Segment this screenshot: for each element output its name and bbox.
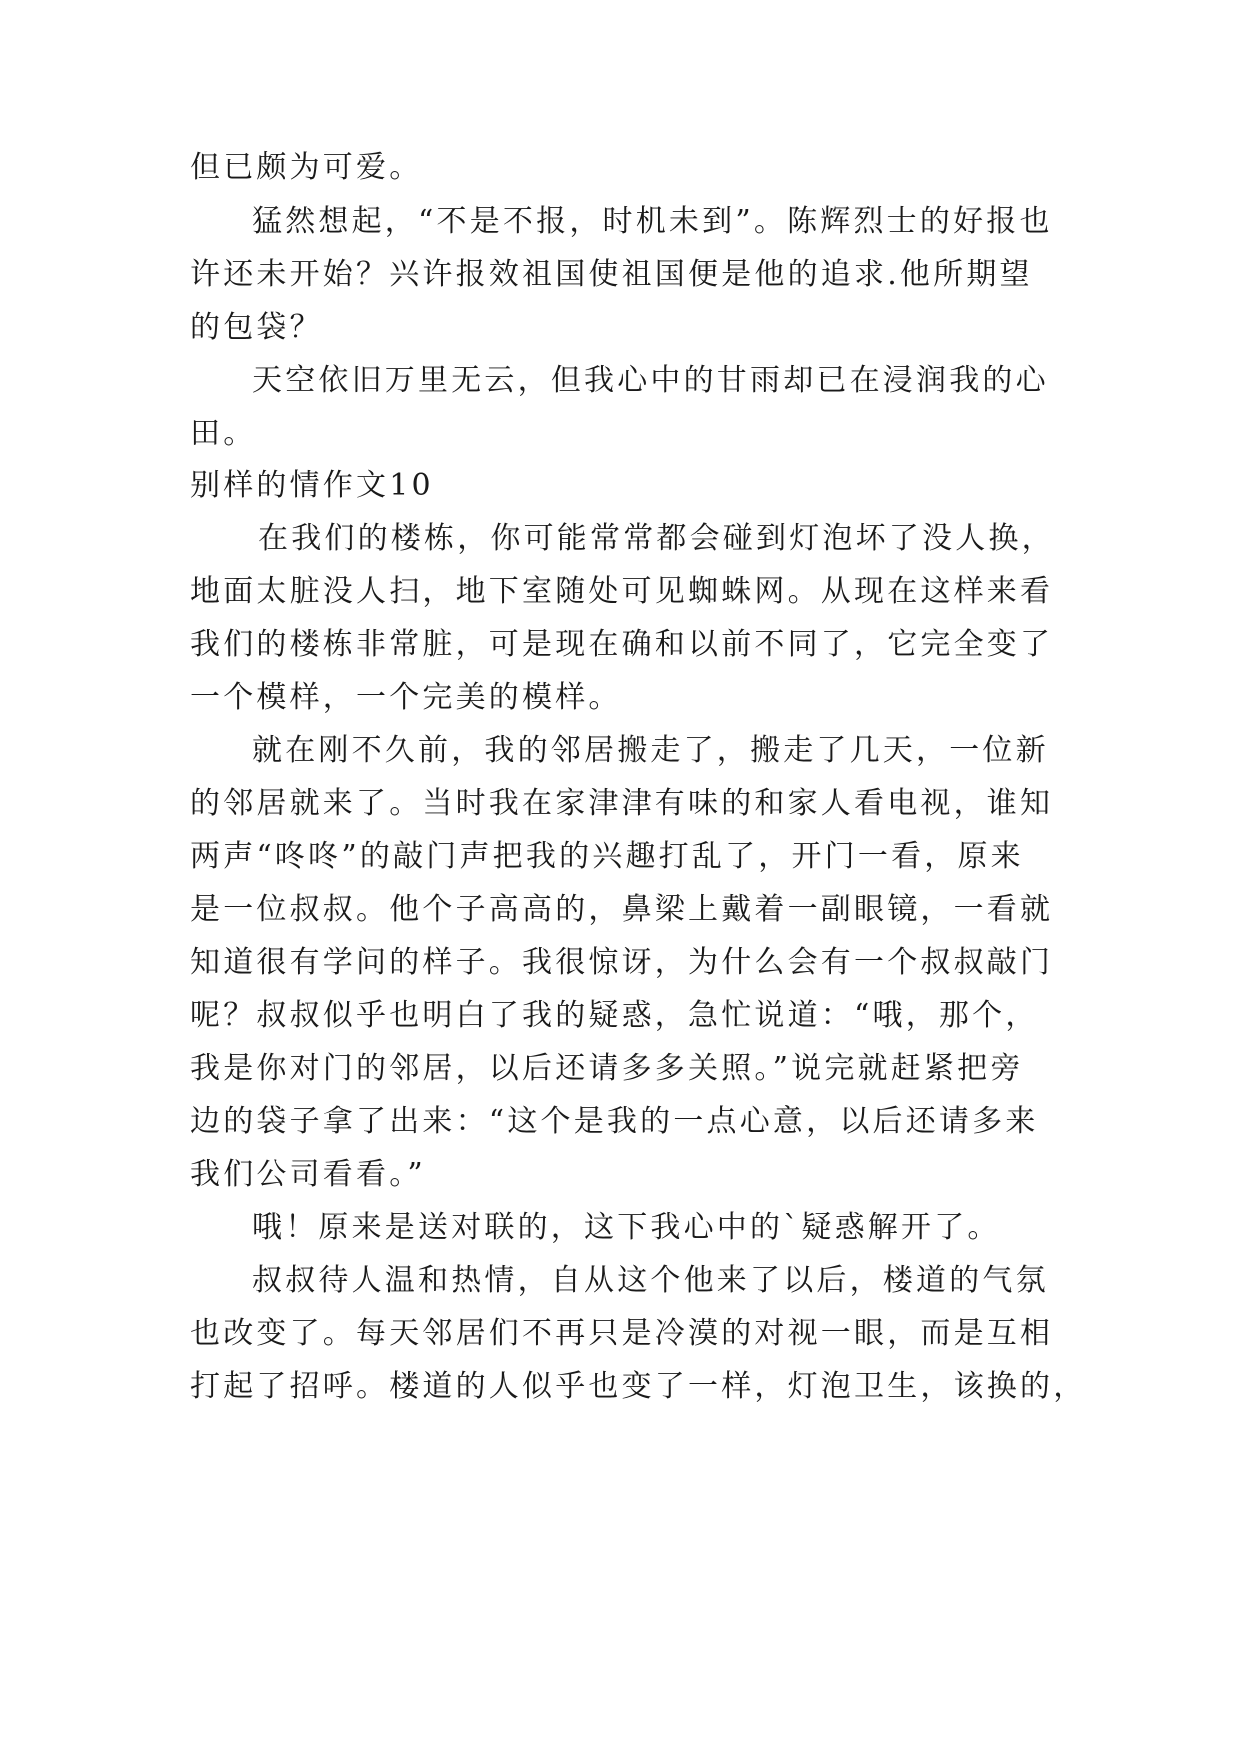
- text-line: 一个模样，一个完美的模样。: [190, 680, 622, 715]
- text-line: 猛然想起，“不是不报，时机未到”。陈辉烈士的好报也: [252, 204, 1053, 239]
- text-line: 呢？叔叔似乎也明白了我的疑惑，急忙说道：“哦，那个，: [190, 998, 1039, 1033]
- text-line: 是一位叔叔。他个子高高的，鼻梁上戴着一副眼镜，一看就: [190, 892, 1054, 927]
- text-line: 知道很有学问的样子。我很惊讶，为什么会有一个叔叔敲门: [190, 945, 1054, 980]
- text-line: 我们公司看看。”: [190, 1157, 426, 1192]
- text-line: 叔叔待人温和热情，自从这个他来了以后，楼道的气氛: [252, 1263, 1049, 1298]
- text-line: 边的袋子拿了出来：“这个是我的一点心意，以后还请多来: [190, 1104, 1039, 1139]
- text-line: 我们的楼栋非常脏，可是现在确和以前不同了，它完全变了: [190, 627, 1054, 662]
- text-line: 在我们的楼栋，你可能常常都会碰到灯泡坏了没人换，: [258, 521, 1055, 556]
- text-line: 两声“咚咚”的敲门声把我的兴趣打乱了，开门一看，原来: [190, 839, 1024, 874]
- text-line: 就在刚不久前，我的邻居搬走了，搬走了几天，一位新: [252, 733, 1049, 768]
- text-line: 但已颇为可爱。: [190, 150, 423, 185]
- section-heading: 别样的情作文10: [190, 468, 434, 503]
- text-line: 打起了招呼。楼道的人似乎也变了一样，灯泡卫生，该换的，: [190, 1369, 1087, 1404]
- text-line: 许还未开始？兴许报效祖国使祖国便是他的追求.他所期望: [190, 257, 1033, 292]
- text-line: 地面太脏没人扫，地下室随处可见蜘蛛网。从现在这样来看: [190, 574, 1054, 609]
- text-line: 天空依旧万里无云，但我心中的甘雨却已在浸润我的心: [252, 363, 1049, 398]
- text-line: 的包袋？: [190, 310, 323, 345]
- text-line: 的邻居就来了。当时我在家津津有味的和家人看电视，谁知: [190, 786, 1054, 821]
- text-line: 我是你对门的邻居，以后还请多多关照。”说完就赶紧把旁: [190, 1051, 1024, 1086]
- text-line: 也改变了。每天邻居们不再只是冷漠的对视一眼，而是互相: [190, 1316, 1054, 1351]
- text-line: 田。: [190, 416, 257, 451]
- text-line: 哦！原来是送对联的，这下我心中的`疑惑解开了。: [252, 1210, 1001, 1245]
